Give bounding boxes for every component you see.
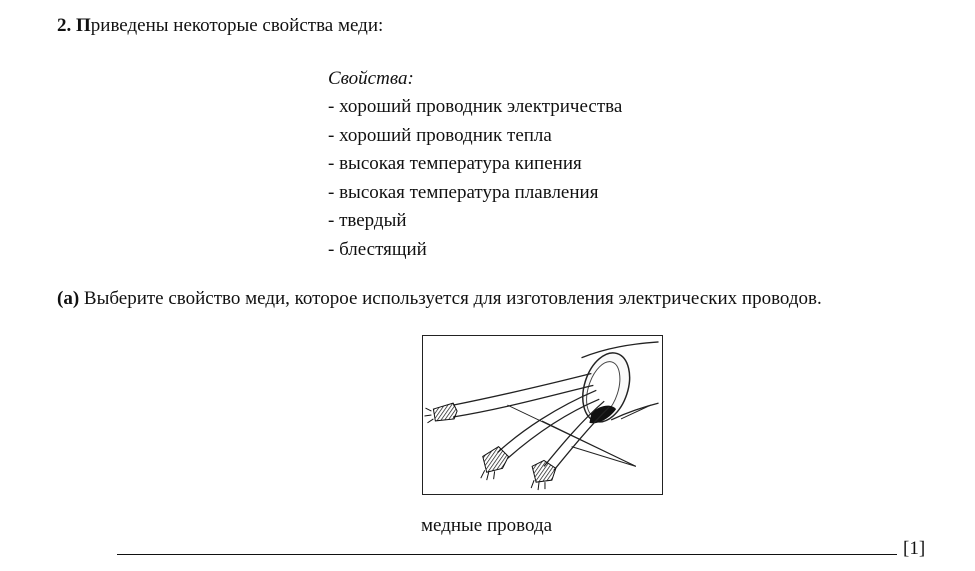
part-a-question xyxy=(57,287,933,311)
part-a-label: (а) xyxy=(57,288,80,309)
copper-wires-figure xyxy=(422,335,663,495)
question-text: риведены некоторые свойства меди: xyxy=(90,15,384,36)
part-a-text: Выберите свойство меди, которое используется для изготовления электрических проводов. xyxy=(83,288,822,309)
property-item: - хороший проводник тепла xyxy=(328,124,552,146)
copper-wires-illustration-icon xyxy=(423,336,662,494)
marks-label: [1] xyxy=(903,538,926,559)
properties-list xyxy=(328,65,622,265)
property-item: - высокая температура кипения xyxy=(328,153,582,175)
properties-title: Свойства: xyxy=(328,68,414,89)
question-first-letter: П xyxy=(76,15,91,36)
figure-caption: медные провода xyxy=(421,515,553,536)
property-item: - высокая температура плавления xyxy=(328,181,599,203)
question-heading xyxy=(57,14,383,38)
property-item: - твердый xyxy=(328,210,407,232)
answer-line[interactable] xyxy=(117,554,897,555)
property-item: - блестящий xyxy=(328,238,427,260)
property-item: - хороший проводник электричества xyxy=(328,96,623,117)
question-number: 2. xyxy=(57,15,72,36)
